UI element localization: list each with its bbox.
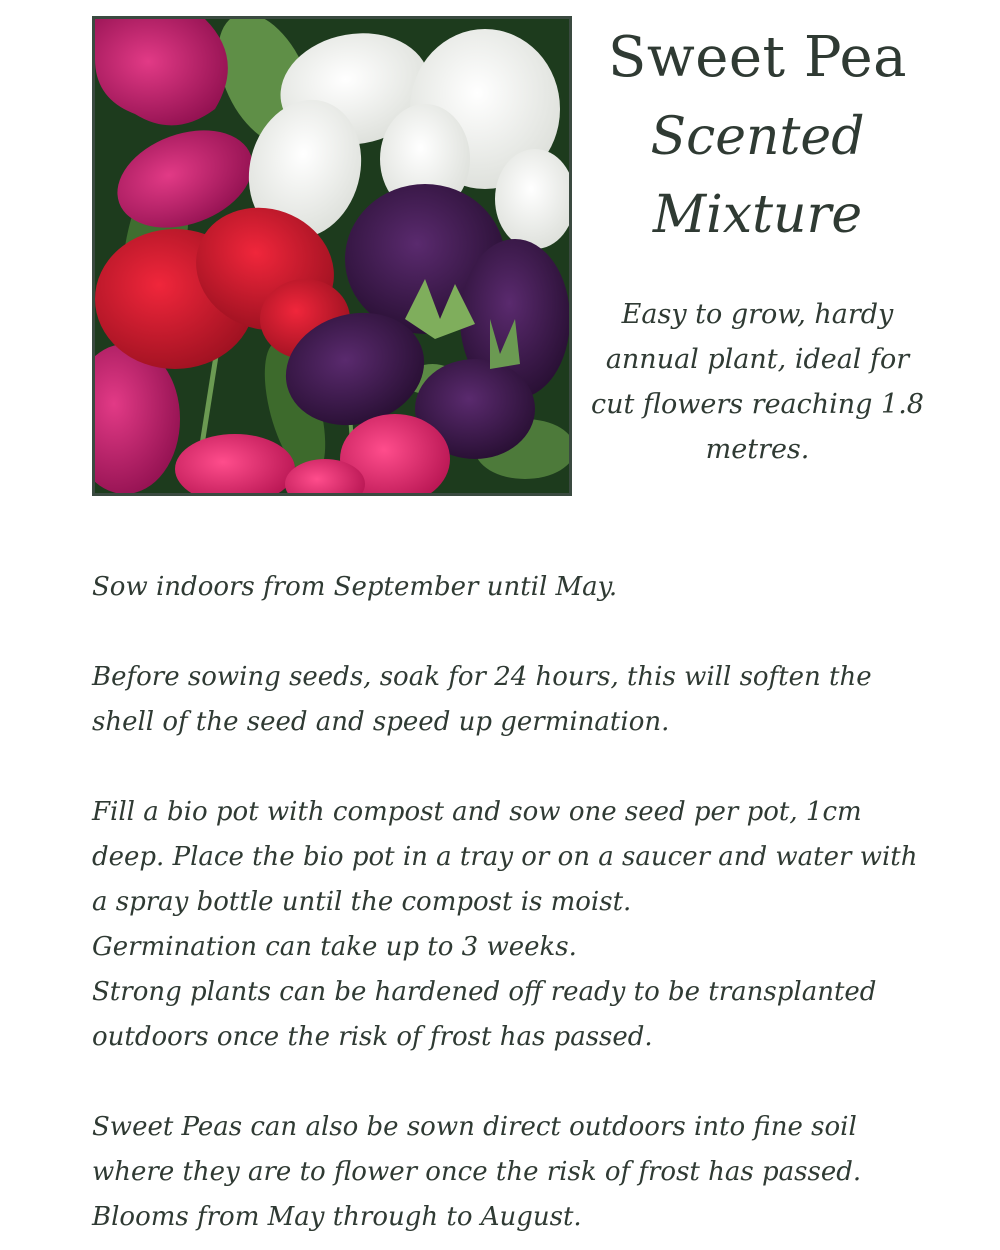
sweet-pea-photo xyxy=(92,16,572,496)
instruction-bio-pot: Fill a bio pot with compost and sow one seed per pot, 1cm deep. Place the bio pot in a tray or on a saucer and water with a spray bottle until the compost is moist. Germination can take up to 3 weeks. Strong plants can be hardened off ready to be transplanted outdoors once the risk of frost has passed. xyxy=(92,797,918,1052)
sowing-instructions xyxy=(92,565,922,1240)
title-subtitle-line1: Scented xyxy=(650,107,865,167)
sweet-pea-flowers-illustration xyxy=(95,19,569,493)
instruction-sow-indoors: Sow indoors from September until May. xyxy=(92,572,618,602)
title-main: Sweet Pea xyxy=(607,25,908,90)
instruction-sow-outdoors: Sweet Peas can also be sown direct outdoors into fine soil where they are to flower once the risk of frost has passed. Blooms from May through to August. xyxy=(92,1112,862,1232)
product-title xyxy=(590,18,925,254)
title-subtitle-line2: Mixture xyxy=(652,185,863,245)
instruction-soak-seeds: Before sowing seeds, soak for 24 hours, this will soften the shell of the seed and speed up germination. xyxy=(92,662,872,737)
product-tagline: Easy to grow, hardy annual plant, ideal for cut flowers reaching 1.8 metres. xyxy=(591,299,924,465)
